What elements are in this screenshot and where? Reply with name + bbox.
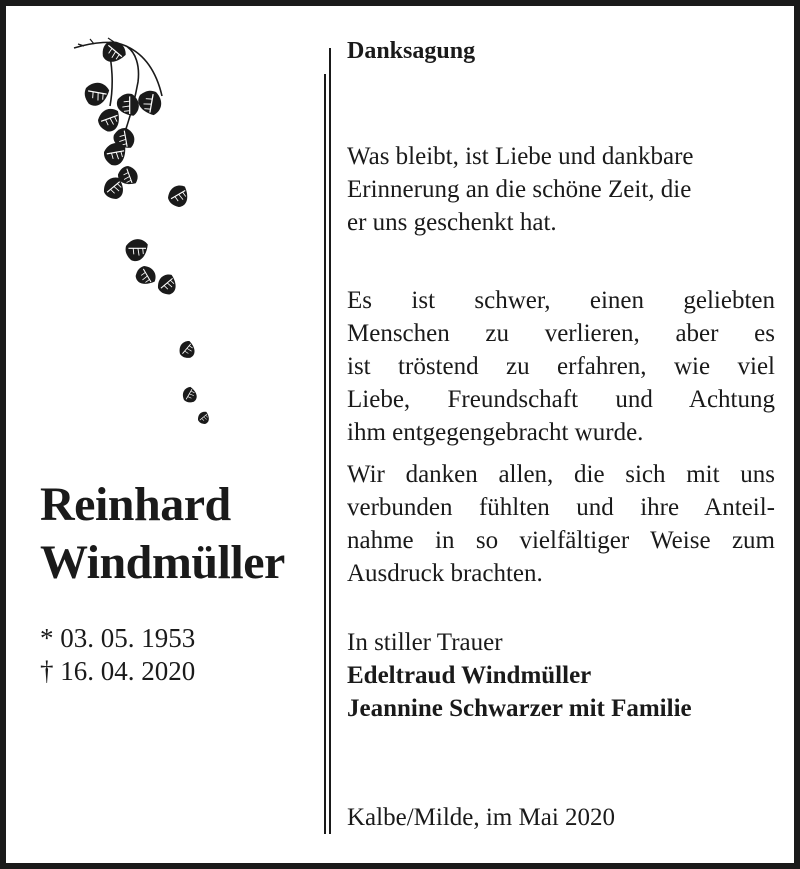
text-line: ist tröstend zu erfahren, wie viel — [347, 353, 775, 380]
divider-line-left — [324, 74, 326, 834]
text-line: verbunden fühlten und ihre Anteil- — [347, 494, 775, 521]
place-date: Kalbe/Milde, im Mai 2020 — [347, 804, 616, 831]
paragraph-2 — [347, 284, 775, 449]
birth-date: * 03. 05. 1953 — [40, 623, 196, 653]
text-line: er uns geschenkt hat. — [347, 209, 557, 236]
text-line: Es ist schwer, einen geliebten — [347, 287, 775, 314]
text-line: ihm entgegengebracht wurde. — [347, 419, 644, 446]
mourner-name: Edeltraud Windmüller — [347, 662, 592, 689]
text-line: Liebe, Freundschaft und Achtung — [347, 386, 775, 413]
notice-heading: Danksagung — [347, 38, 476, 64]
falling-leaves-icon — [64, 34, 214, 444]
deceased-name — [40, 476, 285, 592]
text-line: Menschen zu verlieren, aber es — [347, 320, 775, 347]
text-line: Wir danken allen, die sich mit uns — [347, 461, 775, 488]
text-line: Erinnerung an die schöne Zeit, die — [347, 176, 692, 203]
deceased-first-name: Reinhard — [40, 478, 231, 531]
mourners-block — [347, 626, 692, 725]
text-line: Ausdruck brachten. — [347, 560, 543, 587]
paragraph-1 — [347, 140, 775, 239]
text-line: nahme in so vielfältiger Weise zum — [347, 527, 775, 554]
death-date: † 16. 04. 2020 — [40, 656, 196, 686]
life-dates — [40, 622, 195, 688]
mourner-name: Jeannine Schwarzer mit Familie — [347, 695, 692, 722]
mourners-intro: In stiller Trauer — [347, 629, 503, 656]
deceased-last-name: Windmüller — [40, 536, 285, 589]
text-line: Was bleibt, ist Liebe und dankbare — [347, 143, 694, 170]
paragraph-3 — [347, 458, 775, 590]
divider-line-right — [329, 48, 331, 834]
